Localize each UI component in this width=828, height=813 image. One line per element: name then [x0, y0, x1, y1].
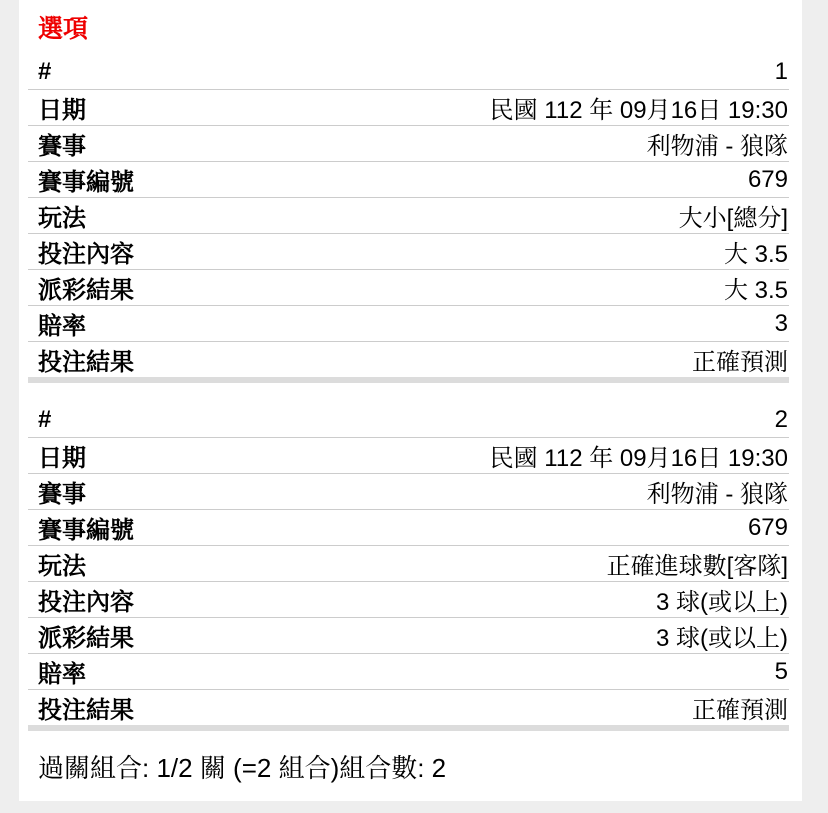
- row-play-type: [28, 546, 789, 582]
- row-event-value: 利物浦 - 狼隊: [646, 133, 788, 160]
- row-payout-result-value: 大 3.5: [723, 277, 788, 304]
- row-number-label: #: [38, 405, 52, 433]
- row-odds-label: 賠率: [38, 661, 86, 688]
- content-area: [19, 0, 802, 801]
- table-divider-1: [28, 377, 789, 383]
- row-number-value: 1: [774, 57, 788, 85]
- row-date-label: 日期: [38, 97, 86, 124]
- row-bet-content-value: 3 球(或以上): [656, 589, 788, 616]
- row-bet-content: [28, 582, 789, 618]
- row-bet-result: [28, 690, 789, 725]
- row-payout-result-label: 派彩結果: [38, 625, 134, 652]
- row-odds-label: 賠率: [38, 313, 86, 340]
- row-bet-result-value: 正確預測: [692, 697, 788, 724]
- row-date: [28, 90, 789, 126]
- row-event-label: 賽事: [38, 133, 86, 160]
- row-play-type-label: 玩法: [38, 205, 86, 232]
- row-number: [28, 402, 789, 438]
- row-odds-value: 5: [774, 657, 788, 685]
- row-event: [28, 126, 789, 162]
- row-bet-content: [28, 234, 789, 270]
- bet-selection-table-2: [28, 402, 789, 725]
- row-event-id: [28, 510, 789, 546]
- row-number: [28, 54, 789, 90]
- row-play-type: [28, 198, 789, 234]
- page-title: 選項: [38, 15, 89, 43]
- row-number-value: 2: [774, 405, 788, 433]
- row-event-id-value: 679: [747, 165, 788, 193]
- row-number-label: #: [38, 57, 52, 85]
- parlay-summary: 過關組合: 1/2 關 (=2 組合)組合數: 2: [38, 753, 447, 783]
- row-event-value: 利物浦 - 狼隊: [646, 481, 788, 508]
- table-divider-2: [28, 725, 789, 731]
- row-odds: [28, 654, 789, 690]
- row-payout-result: [28, 270, 789, 306]
- row-payout-result: [28, 618, 789, 654]
- row-event: [28, 474, 789, 510]
- row-bet-result-value: 正確預測: [692, 349, 788, 376]
- row-play-type-label: 玩法: [38, 553, 86, 580]
- row-date: [28, 438, 789, 474]
- row-event-label: 賽事: [38, 481, 86, 508]
- row-payout-result-value: 3 球(或以上): [656, 625, 788, 652]
- row-bet-content-label: 投注內容: [38, 241, 134, 268]
- bet-selection-table-1: [28, 54, 789, 377]
- row-odds-value: 3: [774, 309, 788, 337]
- row-event-id-value: 679: [747, 513, 788, 541]
- row-payout-result-label: 派彩結果: [38, 277, 134, 304]
- row-play-type-value: 正確進球數[客隊]: [606, 553, 788, 580]
- row-event-id-label: 賽事編號: [38, 169, 134, 196]
- row-date-value: 民國 112 年 09月16日 19:30: [489, 97, 788, 124]
- row-play-type-value: 大小[總分]: [678, 205, 788, 232]
- row-date-label: 日期: [38, 445, 86, 472]
- row-bet-result: [28, 342, 789, 377]
- row-date-value: 民國 112 年 09月16日 19:30: [489, 445, 788, 472]
- row-event-id: [28, 162, 789, 198]
- row-bet-result-label: 投注結果: [38, 349, 134, 376]
- row-odds: [28, 306, 789, 342]
- row-event-id-label: 賽事編號: [38, 517, 134, 544]
- row-bet-content-label: 投注內容: [38, 589, 134, 616]
- row-bet-content-value: 大 3.5: [723, 241, 788, 268]
- row-bet-result-label: 投注結果: [38, 697, 134, 724]
